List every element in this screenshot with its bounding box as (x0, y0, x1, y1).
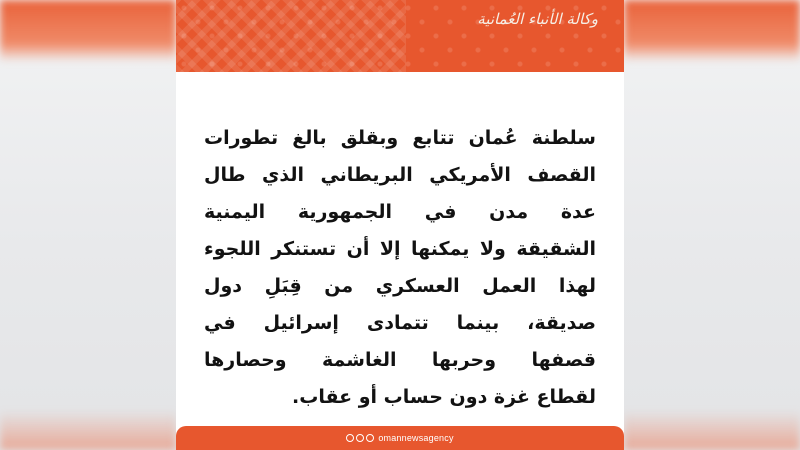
blurred-banner-left (0, 0, 176, 62)
statement-line: لهذا العمل العسكري من قِبَلِ دول (204, 275, 596, 297)
instagram-icon[interactable] (356, 434, 364, 442)
news-card (176, 0, 624, 450)
statement-line: قصفها وحربها الغاشمة وحصارها (204, 349, 596, 371)
agency-logo: وكالة الأنباء العُمانية (477, 10, 598, 28)
statement-line: عدة مدن في الجمهورية اليمنية (204, 201, 596, 223)
statement-line: لقطاع غزة دون حساب أو عقاب. (292, 386, 596, 408)
statement-line: سلطنة عُمان تتابع وبقلق بالغ تطورات (204, 127, 596, 149)
footer-bar (176, 426, 624, 450)
blurred-footer-right (624, 410, 800, 450)
blurred-background-left (0, 0, 176, 450)
x-icon[interactable] (366, 434, 374, 442)
top-banner (176, 0, 624, 72)
blurred-banner-right (624, 0, 800, 62)
statement-line: القصف الأمريكي البريطاني الذي طال (204, 164, 596, 186)
statement-text (204, 120, 596, 416)
blurred-footer-left (0, 410, 176, 450)
social-icons (346, 434, 374, 442)
decorative-pattern-band (176, 0, 406, 72)
social-handle[interactable]: omannewsagency (378, 433, 454, 443)
statement-line: الشقيقة ولا يمكنها إلا أن تستنكر اللجوء (204, 238, 596, 260)
facebook-icon[interactable] (346, 434, 354, 442)
statement-line: صديقة، بينما تتمادى إسرائيل في (204, 312, 596, 334)
blurred-background-right (624, 0, 800, 450)
